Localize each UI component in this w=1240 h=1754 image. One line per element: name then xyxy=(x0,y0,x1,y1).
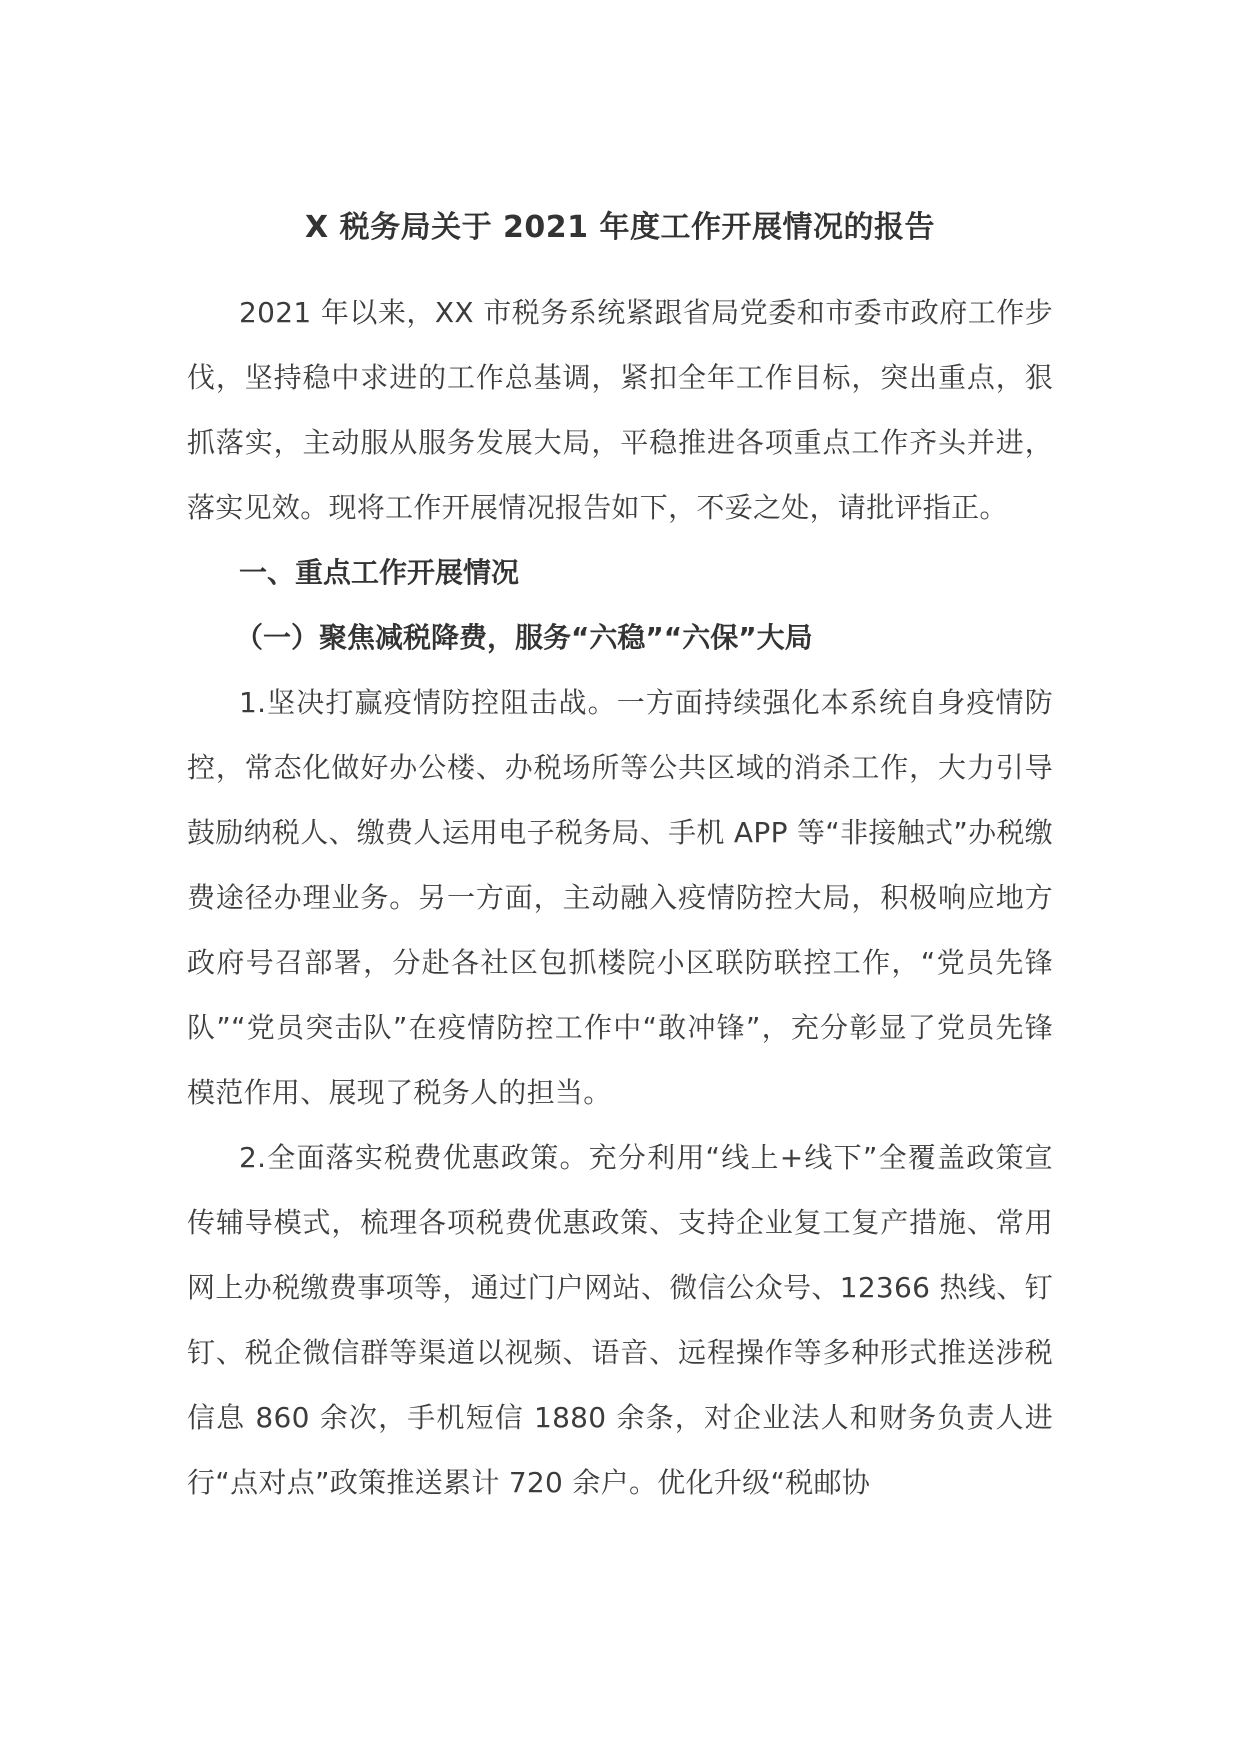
section-heading: 一、重点工作开展情况 xyxy=(239,556,520,589)
document-page xyxy=(187,198,1053,1515)
item-paragraph-2: 2.全面落实税费优惠政策。充分利用“线上+线下”全覆盖政策宣传辅导模式，梳理各项税费优惠政策、支持企业复工复产措施、常用网上办税缴费事项等，通过门户网站、微信公众号、12366 热线、钉钉、税企微信群等渠道以视频、语音、远程操作等多种形式推送涉税信息 860 余次，手机短信 1880 余条，对企业法人和财务负责人进行“点对点”政策推送累计 720 余户。优化升级“税邮协 xyxy=(187,1141,1053,1499)
item-paragraph-1: 1.坚决打赢疫情防控阻击战。一方面持续强化本系统自身疫情防控，常态化做好办公楼、办税场所等公共区域的消杀工作，大力引导鼓励纳税人、缴费人运用电子税务局、手机 APP 等“非接触式”办税缴费途径办理业务。另一方面，主动融入疫情防控大局，积极响应地方政府号召部署，分赴各社区包抓楼院小区联防联控工作，“党员先锋队”“党员突击队”在疫情防控工作中“敢冲锋”，充分彰显了党员先锋模范作用、展现了税务人的担当。 xyxy=(187,686,1053,1109)
subsection-heading: （一）聚焦减税降费，服务“六稳”“六保”大局 xyxy=(235,621,813,654)
document-title: X 税务局关于 2021 年度工作开展情况的报告 xyxy=(305,210,935,245)
intro-paragraph: 2021 年以来，XX 市税务系统紧跟省局党委和市委市政府工作步伐，坚持稳中求进的工作总基调，紧扣全年工作目标，突出重点，狠抓落实，主动服从服务发展大局，平稳推进各项重点工作齐头并进，落实见效。现将工作开展情况报告如下，不妥之处，请批评指正。 xyxy=(187,296,1053,524)
